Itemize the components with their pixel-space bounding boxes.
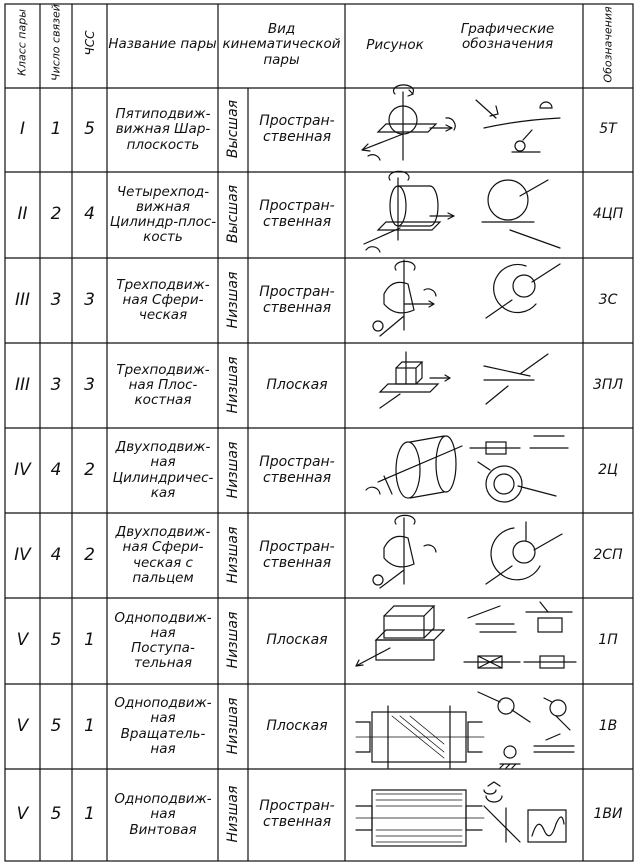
pair-name-line: ная — [150, 710, 176, 727]
cell-links: 3 — [50, 374, 62, 395]
cell-pair-type: Низшая — [225, 785, 241, 843]
symbol-cylinder-plane — [482, 180, 560, 248]
pair-kind-line: Простран- — [259, 798, 335, 815]
cell-class: IV — [14, 459, 31, 480]
symbol-spherical-pin — [486, 522, 562, 584]
pair-name-line: ная — [150, 740, 176, 757]
header-links: Число связей — [49, 4, 63, 81]
pair-name-line: ческая с — [133, 554, 193, 571]
drawing-spherical — [373, 260, 436, 336]
cell-class: V — [16, 630, 29, 651]
cell-code: 1П — [598, 632, 618, 649]
pair-kind-line: Простран- — [259, 198, 335, 215]
cell-dof: 2 — [84, 544, 95, 565]
cell-dof: 3 — [84, 374, 95, 395]
symbol-planar — [484, 354, 548, 404]
cell-pair-type: Низшая — [225, 697, 241, 754]
pair-kind-line: Плоская — [266, 717, 328, 734]
cell-class: IV — [14, 544, 31, 565]
cell-links: 4 — [50, 459, 62, 480]
cell-class: II — [17, 204, 28, 225]
pair-name-line: Пятиподвиж- — [115, 106, 211, 123]
cell-dof: 3 — [84, 289, 95, 310]
pair-name-line: Одноподвиж- — [114, 791, 212, 808]
cell-class: V — [16, 715, 29, 736]
drawing-planar — [380, 352, 450, 408]
cell-dof: 2 — [84, 459, 95, 480]
pair-kind-line: ственная — [262, 129, 332, 145]
pair-kind-line: Простран- — [259, 453, 335, 470]
cell-code: 2Ц — [598, 461, 618, 478]
pair-kind-line: ственная — [262, 814, 332, 830]
symbol-revolute — [478, 692, 574, 768]
cell-links: 5 — [50, 630, 62, 651]
pair-name-line: ческая — [138, 307, 188, 324]
header-symbols: Графические обозначения — [460, 21, 555, 53]
cell-class: III — [14, 289, 31, 310]
drawing-revolute — [356, 706, 484, 768]
symbol-cylindrical — [470, 436, 568, 502]
pair-name-line: Одноподвиж- — [114, 695, 212, 712]
cell-code: 2СП — [593, 546, 623, 563]
cell-code: 3ПЛ — [593, 376, 623, 393]
pair-name-line: ная Сфери- — [122, 291, 204, 308]
cell-pair-type: Низшая — [225, 356, 241, 413]
pair-name-line: Цилиндричес- — [112, 469, 214, 486]
header-dof: ЧСС — [83, 30, 97, 56]
pair-kind-line: ственная — [262, 469, 332, 486]
pair-name-line: Одноподвиж- — [114, 609, 212, 626]
cell-dof: 5 — [84, 119, 95, 140]
drawing-prismatic — [356, 606, 444, 666]
pair-name-line: Цилиндр-плос- — [109, 214, 217, 230]
header-drawing: Рисунок — [366, 37, 424, 53]
pair-name-line: Четырехпод- — [116, 183, 210, 200]
cell-dof: 4 — [84, 204, 95, 225]
cell-dof: 1 — [84, 804, 95, 825]
cell-pair-type: Высшая — [225, 99, 241, 159]
pair-name-line: Винтовая — [129, 821, 197, 838]
cell-code: 4ЦП — [592, 206, 624, 223]
cell-links: 2 — [50, 204, 62, 225]
cell-class: III — [14, 374, 31, 395]
drawing-screw — [356, 790, 496, 846]
cell-links: 1 — [50, 119, 62, 140]
pair-name-line: вижная Шар- — [115, 121, 211, 138]
pair-name-line: ная Сфери- — [122, 539, 204, 556]
cell-class: I — [19, 119, 25, 140]
cell-pair-type: Низшая — [225, 526, 241, 583]
pair-name-line: костная — [134, 392, 192, 409]
pair-kind-line: Плоская — [266, 376, 328, 393]
drawing-cylinder-plane — [364, 171, 454, 252]
pair-name-line: плоскость — [126, 136, 200, 153]
header-kind: Вид кинематической пары — [222, 21, 341, 68]
header-name: Название пары — [108, 36, 217, 53]
cell-links: 5 — [50, 804, 62, 825]
cell-links: 5 — [50, 715, 62, 736]
drawing-cylindrical — [366, 436, 462, 498]
cell-links: 4 — [50, 544, 62, 565]
cell-code: 1В — [598, 717, 618, 734]
pair-kind-line: ственная — [262, 554, 332, 571]
pair-name-line: кая — [150, 484, 176, 501]
cell-code: 3С — [598, 291, 618, 308]
pair-name-line: кость — [143, 229, 183, 246]
pair-name-line: Трехподвиж- — [116, 361, 210, 378]
cell-dof: 1 — [84, 715, 95, 736]
cell-code: 5Т — [599, 121, 617, 138]
cell-pair-type: Высшая — [225, 184, 241, 244]
pair-kind-line: Плоская — [266, 632, 328, 649]
cell-code: 1ВИ — [593, 806, 623, 823]
header-class: Класс пары — [15, 9, 29, 76]
symbol-prismatic — [464, 602, 576, 668]
drawing-ball-plane — [362, 85, 455, 160]
pair-name-line: ная — [150, 624, 176, 641]
pair-name-line: ная — [150, 806, 176, 823]
pair-name-line: вижная — [135, 198, 191, 215]
pair-name-line: Трехподвиж- — [116, 276, 210, 293]
pair-name-line: тельная — [134, 655, 192, 672]
symbol-spherical — [486, 264, 560, 318]
pair-name-line: ная — [150, 454, 176, 471]
pair-name-line: ная Плос- — [128, 376, 198, 393]
pair-name-line: Поступа- — [131, 640, 195, 656]
pair-name-line: Вращатель- — [120, 725, 206, 742]
drawing-spherical-pin — [373, 515, 436, 588]
pair-kind-line: Простран- — [259, 283, 335, 300]
pair-name-line: Двухподвиж- — [115, 439, 211, 456]
cell-pair-type: Низшая — [225, 271, 241, 328]
cell-pair-type: Низшая — [225, 611, 241, 669]
cell-class: V — [16, 804, 29, 825]
symbol-ball-plane — [476, 100, 560, 152]
pair-kind-line: ственная — [262, 214, 332, 230]
pair-kind-line: Простран- — [259, 113, 335, 130]
header-code: Обозначения — [601, 6, 615, 83]
pair-kind-line: ственная — [262, 299, 332, 316]
pair-kind-line: Простран- — [259, 538, 335, 555]
cell-pair-type: Низшая — [225, 441, 241, 498]
cell-links: 3 — [50, 289, 62, 310]
pair-name-line: пальцем — [132, 569, 194, 586]
cell-dof: 1 — [84, 630, 95, 651]
pair-name-line: Двухподвиж- — [115, 524, 211, 541]
